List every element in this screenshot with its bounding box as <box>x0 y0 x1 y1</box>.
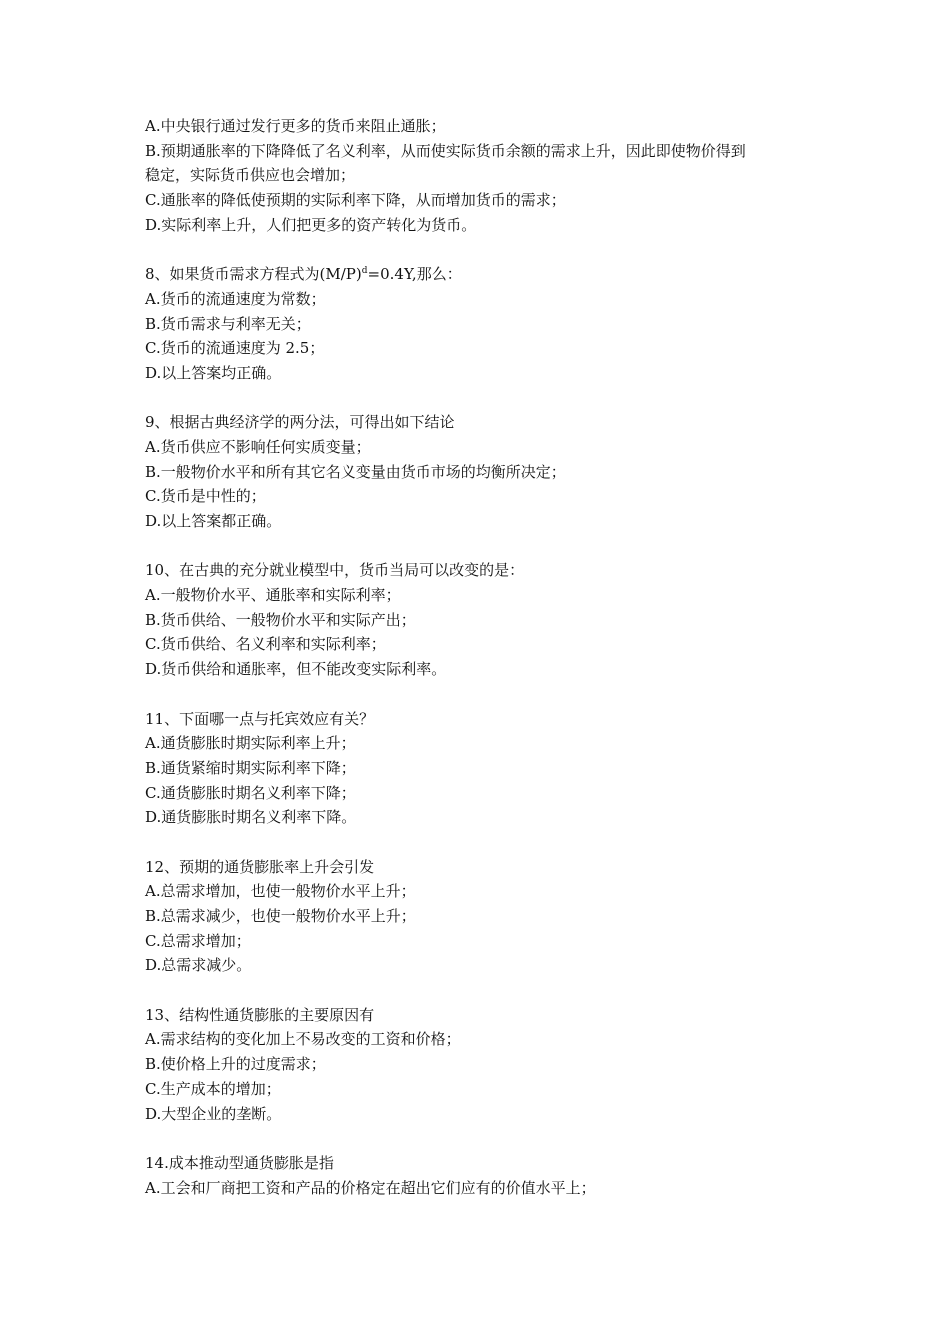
question-9 <box>145 410 825 533</box>
option-c: C.通胀率的降低使预期的实际利率下降，从而增加货币的需求； <box>145 191 566 210</box>
option-d: D.以上答案均正确。 <box>145 363 282 382</box>
option-b: B.货币供给、一般物价水平和实际产出； <box>145 610 416 629</box>
question-12 <box>145 855 825 978</box>
option-a: A.中央银行通过发行更多的货币来阻止通胀； <box>145 117 446 135</box>
question-10 <box>145 558 825 681</box>
option-b: B.一般物价水平和所有其它名义变量由货币市场的均衡所决定； <box>145 462 566 481</box>
question-stem: 10、在古典的充分就业模型中，货币当局可以改变的是： <box>145 561 525 580</box>
stem-text: 8、如果货币需求方程式为(M/P) <box>145 265 362 284</box>
page-content <box>145 114 825 1200</box>
option-c: C.货币的流通速度为 2.5； <box>145 339 325 358</box>
option-a: A.需求结构的变化加上不易改变的工资和价格； <box>145 1030 461 1049</box>
question-stem: 13、结构性通货膨胀的主要原因有 <box>145 1005 375 1024</box>
option-c: C.货币是中性的； <box>145 487 266 506</box>
carryover-options <box>145 114 825 237</box>
question-stem: 9、根据古典经济学的两分法，可得出如下结论 <box>145 413 455 432</box>
spacer <box>145 534 825 559</box>
question-11 <box>145 707 825 830</box>
question-stem: 12、预期的通货膨胀率上升会引发 <box>145 857 375 876</box>
option-b: B.货币需求与利率无关； <box>145 314 311 333</box>
option-a: A.工会和厂商把工资和产品的价格定在超出它们应有的价值水平上； <box>145 1178 596 1197</box>
spacer <box>145 1126 825 1151</box>
spacer <box>145 830 825 855</box>
option-b: B.预期通胀率的下降降低了名义利率，从而使实际货币余额的需求上升，因此即使物价得到 <box>145 141 746 160</box>
option-b-continued: 稳定，实际货币供应也会增加； <box>145 166 356 185</box>
question-8 <box>145 262 825 385</box>
option-a: A.总需求增加，也使一般物价水平上升； <box>145 882 416 901</box>
question-13 <box>145 1003 825 1126</box>
question-14 <box>145 1151 825 1200</box>
superscript-d: d <box>361 266 368 277</box>
option-c: C.生产成本的增加； <box>145 1079 281 1098</box>
question-stem: 14.成本推动型通货膨胀是指 <box>145 1153 334 1172</box>
option-d: D.货币供给和通胀率，但不能改变实际利率。 <box>145 660 447 679</box>
option-b: B.使价格上升的过度需求； <box>145 1055 326 1074</box>
option-d: D.实际利率上升，人们把更多的资产转化为货币。 <box>145 215 477 234</box>
spacer <box>145 978 825 1003</box>
option-b: B.通货紧缩时期实际利率下降； <box>145 758 356 777</box>
option-c: C.货币供给、名义利率和实际利率； <box>145 635 386 654</box>
option-a: A.货币的流通速度为常数； <box>145 289 326 308</box>
spacer <box>145 386 825 411</box>
option-d: D.大型企业的垄断。 <box>145 1104 282 1123</box>
option-b: B.总需求减少，也使一般物价水平上升； <box>145 907 416 925</box>
option-a: A.货币供应不影响任何实质变量； <box>145 437 371 456</box>
option-a: A.一般物价水平、通胀率和实际利率； <box>145 586 401 605</box>
option-d: D.通货膨胀时期名义利率下降。 <box>145 808 357 827</box>
question-stem: 11、下面哪一点与托宾效应有关？ <box>145 709 375 728</box>
spacer <box>145 682 825 707</box>
option-c: C.总需求增加； <box>145 931 251 950</box>
question-stem <box>145 262 825 287</box>
spacer <box>145 237 825 262</box>
option-d: D.以上答案都正确。 <box>145 512 282 530</box>
option-c: C.通货膨胀时期名义利率下降； <box>145 783 356 802</box>
option-a: A.通货膨胀时期实际利率上升； <box>145 734 356 753</box>
option-d: D.总需求减少。 <box>145 956 252 975</box>
stem-text-end: =0.4Y,那么： <box>367 265 462 284</box>
